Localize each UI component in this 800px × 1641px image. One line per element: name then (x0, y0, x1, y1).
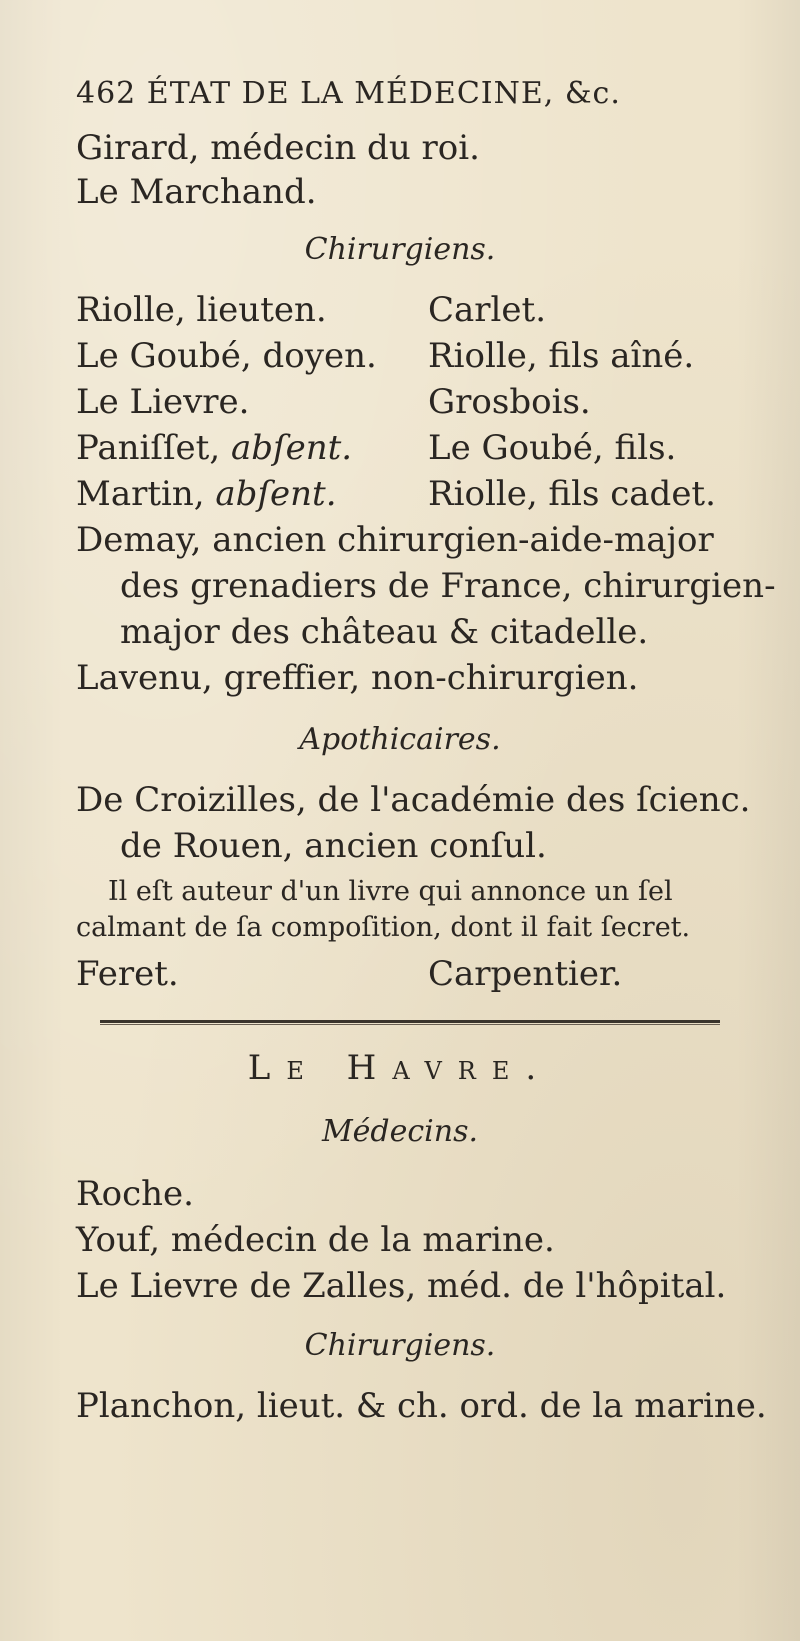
running-header: 462 ÉTAT DE LA MÉDECINE, &c. (76, 76, 621, 111)
entry-carpentier: Carpentier. (428, 954, 623, 994)
entry-riolle-lieuten: Riolle, lieuten. (76, 290, 327, 330)
entry-le-goube-doyen: Le Goubé, doyen. (76, 336, 377, 376)
entry-panisset (76, 428, 352, 468)
note-line2: calmant de ſa compoſition, dont il fait ſecret. (76, 912, 691, 943)
entry-girard: Girard, médecin du roi. (76, 128, 480, 168)
entry-roche: Roche. (76, 1174, 194, 1214)
entry-le-goube-fils: Le Goubé, fils. (428, 428, 677, 468)
entry-riolle-fils-cadet: Riolle, fils cadet. (428, 474, 716, 514)
heading-apothicaires: Apothicaires. (299, 722, 501, 757)
section-divider (100, 1020, 720, 1025)
entry-martin (76, 474, 337, 514)
entry-demay-line3: major des château & citadelle. (120, 612, 649, 652)
entry-panisset-note: abſent. (230, 428, 353, 468)
entry-panisset-name: Paniſſet, (76, 428, 221, 468)
entry-de-croizilles-line1: De Croizilles, de l'académie des ſcienc. (76, 780, 751, 820)
entry-youf: Youf, médecin de la marine. (76, 1220, 555, 1260)
entry-demay-line2: des grenadiers de France, chirurgien- (120, 566, 776, 606)
section-title-le-havre: Le Havre. (247, 1048, 553, 1088)
entry-demay-line1: Demay, ancien chirurgien-aide-major (76, 520, 714, 560)
entry-le-lievre-de-zalles: Le Lievre de Zalles, méd. de l'hôpital. (76, 1266, 727, 1306)
entry-martin-note: abſent. (215, 474, 337, 514)
entry-grosbois: Grosbois. (428, 382, 591, 422)
entry-le-lievre: Le Lievre. (76, 382, 250, 422)
entry-carlet: Carlet. (428, 290, 547, 330)
note-line1: Il eſt auteur d'un livre qui annonce un ſel (108, 876, 673, 907)
heading-chirurgiens: Chirurgiens. (304, 232, 496, 267)
entry-lavenu: Lavenu, greffier, non-chirurgien. (76, 658, 639, 698)
entry-le-marchand: Le Marchand. (76, 172, 317, 212)
entry-martin-name: Martin, (76, 474, 205, 514)
heading-medecins: Médecins. (321, 1114, 479, 1149)
entry-riolle-fils-aine: Riolle, fils aîné. (428, 336, 695, 376)
entry-feret: Feret. (76, 954, 179, 994)
entry-planchon: Planchon, lieut. & ch. ord. de la marine. (76, 1386, 767, 1426)
heading-chirurgiens-havre: Chirurgiens. (304, 1328, 496, 1363)
entry-de-croizilles-line2: de Rouen, ancien conſul. (120, 826, 547, 866)
